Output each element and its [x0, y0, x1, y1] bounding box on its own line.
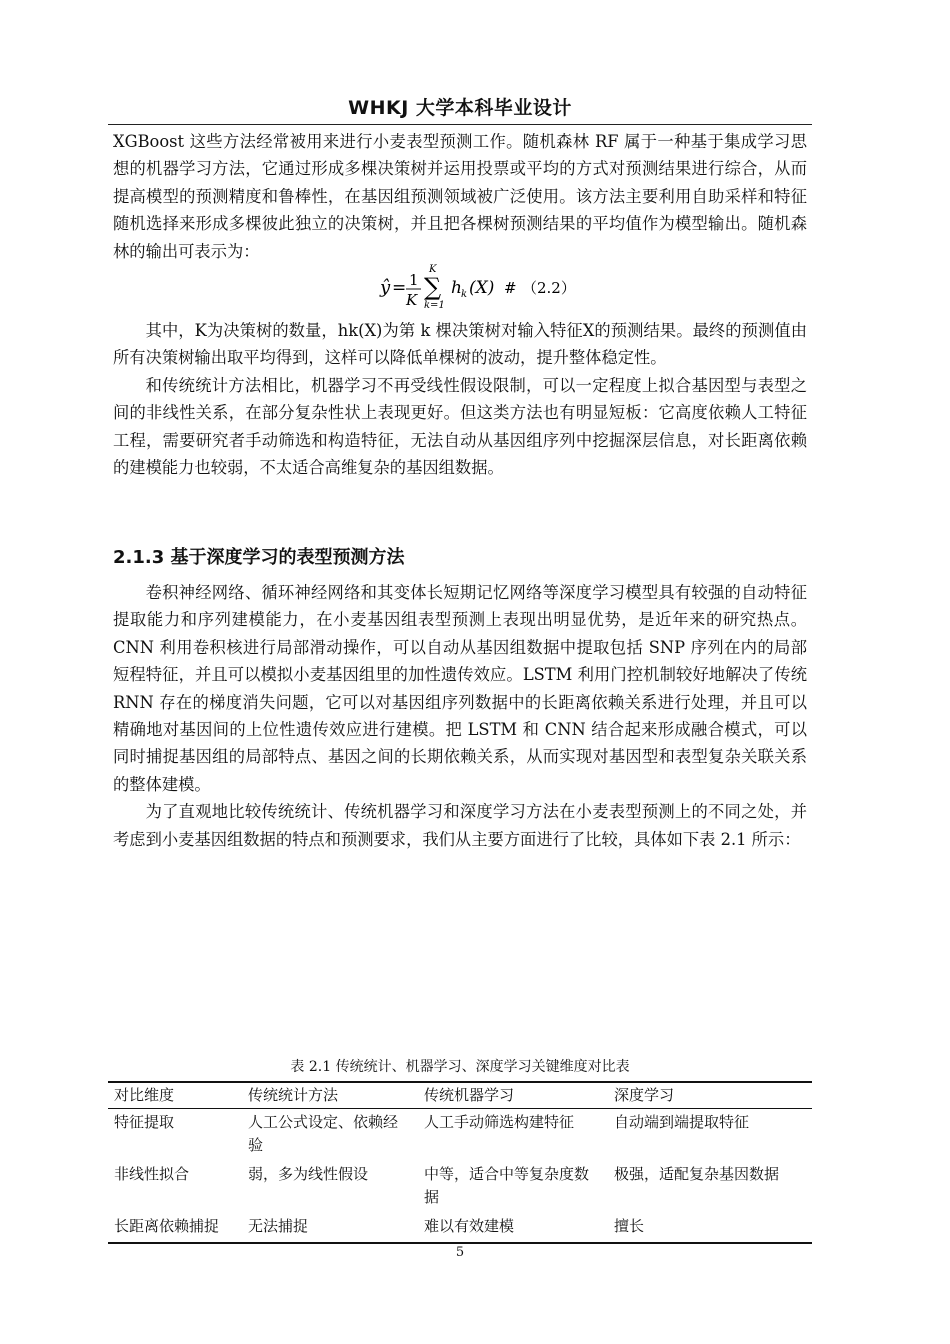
formula-eq: = — [392, 278, 407, 298]
formula-sum-lower: k=1 — [424, 300, 445, 311]
section-heading: 2.1.3 基于深度学习的表型预测方法 — [113, 547, 405, 568]
page-header-title: WHKJ 大学本科毕业设计 — [348, 97, 572, 119]
text-block-2 — [113, 317, 807, 481]
text-block-1 — [113, 128, 807, 265]
formula-sum: ∑ — [424, 273, 442, 301]
table-header-cell: 深度学习 — [614, 1086, 675, 1104]
comparison-table — [108, 1081, 812, 1244]
paragraph-3: 和传统统计方法相比，机器学习不再受线性假设限制，可以一定程度上拟合基因型与表型之间的非线性关系，在部分复杂性状上表现更好。但这类方法也有明显短板：它高度依赖人工特征工程，需要研究者手动筛选和构造特征，无法自动从基因组序列中挖掘深层信息，对长距离依赖的建模能力也较弱，不太适合高维复杂的基因组数据。 — [113, 375, 807, 478]
table-row — [108, 1109, 812, 1162]
text-block-3 — [113, 579, 807, 853]
formula-svg — [380, 265, 620, 309]
table-cell: 擅长 — [614, 1217, 645, 1235]
table-row — [108, 1161, 812, 1213]
formula-lhs: ŷ — [380, 277, 391, 298]
paragraph-1: XGBoost 这些方法经常被用来进行小麦表型预测工作。随机森林 RF 属于一种基于集成学习思想的机器学习方法，它通过形成多棵决策树并运用投票或平均的方式对预测结果进行综合，从而提高模型的预测精度和鲁棒性，在基因组预测领域被广泛使用。该方法主要利用自助采样和特征随机选择来形成多棵彼此独立的决策树，并且把各棵树预测结果的平均值作为模型输出。随机森林的输出可表示为： — [113, 132, 807, 261]
table-cell: 难以有效建模 — [424, 1217, 515, 1235]
table-caption: 表 2.1 传统统计、机器学习、深度学习关键维度对比表 — [290, 1059, 630, 1075]
table-cell: 长距离依赖捕捉 — [114, 1217, 220, 1235]
table-cell: 弱，多为线性假设 — [248, 1165, 369, 1183]
table-cell: 极强，适配复杂基因数据 — [614, 1165, 780, 1183]
page-number: 5 — [455, 1245, 465, 1260]
paragraph-4: 卷积神经网络、循环神经网络和其变体长短期记忆网络等深度学习模型具有较强的自动特征提取能力和序列建模能力，在小麦基因组表型预测上表现出明显优势，是近年来的研究热点。CNN 利用卷积核进行局部滑动操作，可以自动从基因组数据中提取包括 SNP 序列在内的局部短程特征，并且可以模拟小麦基因组里的加性遗传效应。LSTM 利用门控机制较好地解决了传统 RNN 存在的梯度消失问题，它可以对基因组序列数据中的长距离依赖关系进行处理，并且可以精确地对基因间的上位性遗传效应进行建模。把 LSTM 和 CNN 结合起来形成融合模式，可以同时捕捉基因组的局部特点、基因之间的长期依赖关系，从而实现对基因型和表型复杂关联关系的整体建模。 — [113, 583, 807, 794]
formula-numerator: 1 — [409, 271, 419, 289]
table-cell: 自动端到端提取特征 — [614, 1113, 750, 1131]
header-divider — [108, 124, 812, 125]
formula-sum-upper: K — [429, 264, 437, 275]
table-cell: 特征提取 — [114, 1113, 175, 1131]
table-header-row — [108, 1082, 812, 1109]
formula-2-2 — [380, 264, 620, 311]
formula-tail: # — [504, 279, 517, 297]
table-cell: 非线性拟合 — [114, 1165, 190, 1183]
paragraph-2: 其中，K为决策树的数量，hk(X)为第 k 棵决策树对输入特征X的预测结果。最终的预测值由所有决策树输出取平均得到，这样可以降低单棵树的波动，提升整体稳定性。 — [113, 321, 807, 368]
table-row — [108, 1213, 812, 1243]
formula-number: （2.2） — [522, 279, 576, 297]
table-cell: 人工公式设定、依赖经验 — [248, 1113, 399, 1154]
table-cell: 无法捕捉 — [248, 1217, 309, 1235]
formula-term-sub: k — [461, 289, 468, 300]
table-cell: 人工手动筛选构建特征 — [424, 1113, 575, 1131]
formula-denominator: K — [406, 291, 418, 309]
table-header-cell: 对比维度 — [114, 1086, 175, 1104]
formula-term-arg: (X) — [469, 278, 495, 298]
paragraph-5: 为了直观地比较传统统计、传统机器学习和深度学习方法在小麦表型预测上的不同之处，并考虑到小麦基因组数据的特点和预测要求，我们从主要方面进行了比较，具体如下表 2.1 所示： — [113, 802, 807, 849]
table-cell: 中等，适合中等复杂度数据 — [424, 1165, 590, 1206]
formula-term: h — [451, 278, 462, 298]
table-header-cell: 传统机器学习 — [424, 1086, 515, 1104]
table-header-cell: 传统统计方法 — [248, 1086, 339, 1104]
